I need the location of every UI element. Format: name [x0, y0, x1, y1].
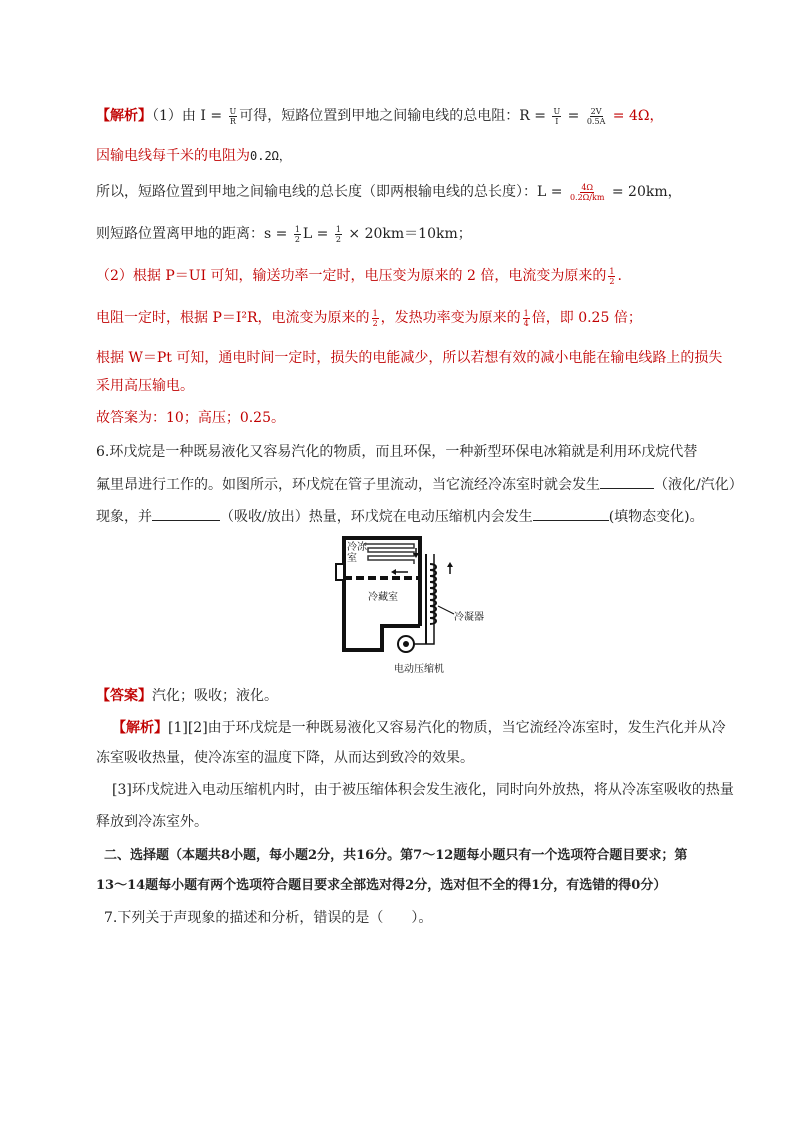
fraction-half-2: $\frac{1}{2}$	[335, 224, 341, 244]
fraction-u-over-i: $\frac{U}{I}$	[553, 106, 561, 126]
question-7: 7.下列关于声现象的描述和分析，错误的是（ ）。	[104, 910, 433, 926]
analysis-line-3: [3]环戊烷进入电动压缩机内时，由于被压缩体积会发生液化，同时向外放热，将从冷冻室吸收的热量	[112, 782, 734, 798]
question-6-line-2: 氟里昂进行工作的。如图所示，环戊烷在管子里流动，当它流经冷冻室时就会发生 （液化/汽化）	[96, 474, 743, 495]
solution-line-6: 电阻一定时，根据 P＝I²R，电流变为原来的 $\frac{1}{2}$ ，发热功率变为原来的 $\frac{1}{4}$ 倍，即 0.25 倍；	[96, 308, 642, 328]
fraction-2v-over-05a: $\frac{2V}{0.5A}$	[586, 106, 606, 126]
solution-line-4: 则短路位置离甲地的距离：s = $\frac{1}{2}$ L = $\frac{1}{2}$ × 20km＝10km；	[96, 224, 472, 244]
analysis-tag: 【解析】	[96, 108, 152, 124]
solution-line-8: 采用高压输电。	[96, 378, 194, 394]
solution-line-3: 所以，短路位置到甲地之间输电线的总长度（即两根输电线的总长度）：L = $\frac{4\Omega}{0.2\Omega/km}$ = 20km，	[96, 182, 682, 202]
solution-line-1: 【解析】（1）由 I = $\frac{U}{R}$ 可得，短路位置到甲地之间输电线的总电阻：R = $\frac{U}{I}$ = $\frac{2V}{0.5A}$ = 4Ω，	[96, 106, 664, 126]
analysis-line-2: 冻室吸收热量，使冷冻室的温度下降，从而达到致冷的效果。	[96, 750, 474, 766]
final-answer-line: 故答案为：10；高压；0.25。	[96, 410, 285, 426]
solution-line-2: 因输电线每千米的电阻为0.2Ω，	[96, 148, 291, 164]
solution-line-7: 根据 W＝Pt 可知，通电时间一定时，损失的电能减少，所以若想有效的减小电能在输电线路上的损失	[96, 350, 723, 366]
evaporator-coil	[364, 544, 414, 564]
label-fridge: 冷藏室	[368, 592, 398, 603]
section-2-line-2: 13～14题每小题有两个选项符合题目要求全部选对得2分，选对但不全的得1分，有选错的得0分）	[96, 878, 667, 893]
question-6-line-1: 6.环戊烷是一种既易液化又容易汽化的物质，而且环保，一种新型环保电冰箱就是利用环戊烷代替	[96, 444, 698, 460]
analysis-line-1: 【解析】[1][2]由于环戊烷是一种既易液化又容易汽化的物质，当它流经冷冻室时，发生汽化并从冷	[112, 720, 726, 736]
fraction-u-over-r: $\frac{U}{R}$	[229, 106, 237, 126]
door-handle	[336, 564, 344, 580]
fraction-half-4: $\frac{1}{2}$	[372, 308, 378, 328]
refrigerator-diagram	[330, 534, 490, 676]
answer-line: 【答案】汽化；吸收；液化。	[96, 688, 278, 704]
label-freezer-1: 冷冻室	[347, 542, 367, 564]
label-condenser: 冷凝器	[454, 612, 484, 623]
blank-3	[533, 506, 609, 521]
fraction-half-1: $\frac{1}{2}$	[294, 224, 300, 244]
solution-line-5: （2）根据 P＝UI 可知，输送功率一定时，电压变为原来的 2 倍，电流变为原来的 $\frac{1}{2}$ .	[96, 266, 622, 286]
condenser-coil	[430, 564, 436, 624]
fraction-length: $\frac{4\Omega}{0.2\Omega/km}$	[569, 182, 605, 202]
section-2-line-1: 二、选择题（本题共8小题，每小题2分，共16分。第7～12题每小题只有一个选项符合题目要求；第	[104, 848, 688, 863]
analysis-line-4: 释放到冷冻室外。	[96, 814, 208, 830]
question-6-line-3: 现象，并 （吸收/放出）热量，环戊烷在电动压缩机内会发生 (填物态变化)。	[96, 506, 704, 527]
fraction-quarter: $\frac{1}{4}$	[523, 308, 529, 328]
label-compressor: 电动压缩机	[394, 664, 444, 675]
fraction-half-3: $\frac{1}{2}$	[609, 266, 615, 286]
blank-1	[600, 474, 654, 489]
blank-2	[152, 506, 220, 521]
